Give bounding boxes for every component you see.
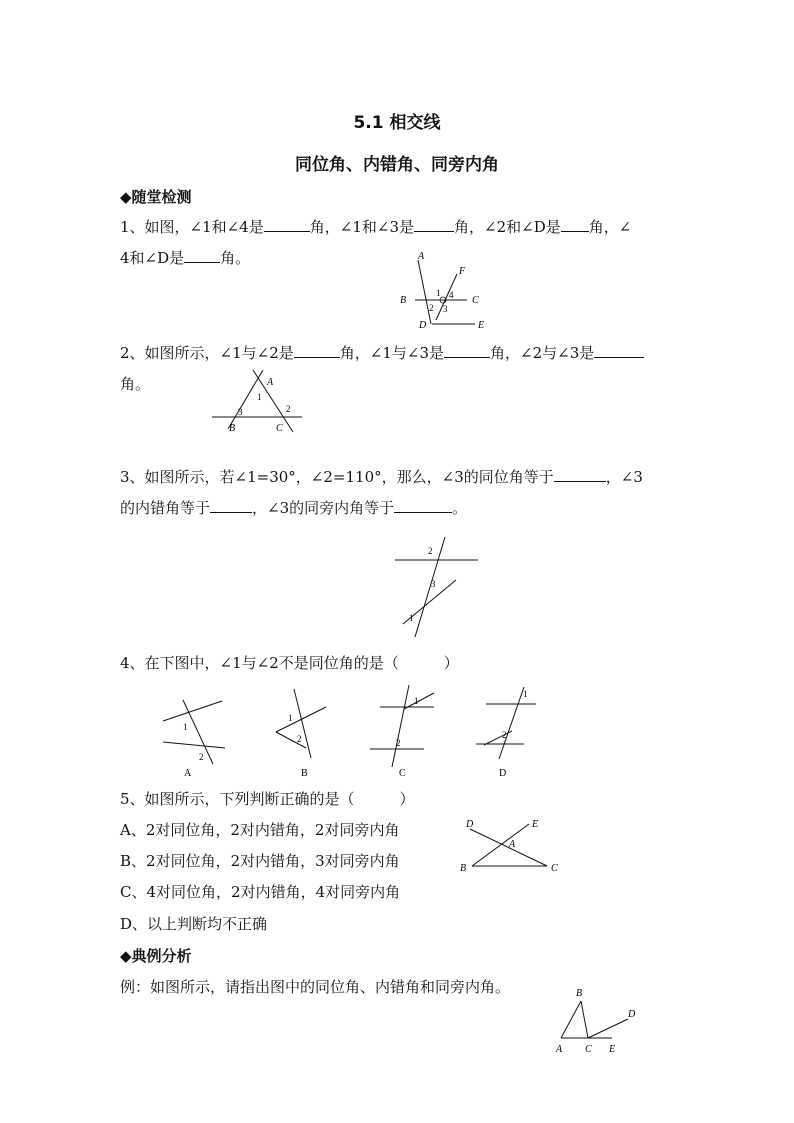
q4b-option-label: B [301, 768, 308, 779]
q2-label-b: B [229, 423, 236, 434]
question-4-text: 4、在下图中，∠1与∠2不是同位角的是（ ） [120, 654, 459, 672]
q2-blank-2[interactable] [444, 343, 490, 358]
q1-label-e: E [478, 320, 485, 331]
example-label-a: A [556, 1044, 563, 1055]
example-line-bc [581, 1001, 588, 1038]
q5-option-c[interactable]: C、4对同位角，2对内错角，4对同旁内角 [120, 883, 401, 901]
question-3-line-1 [120, 467, 643, 487]
q5-option-d[interactable]: D、以上判断均不正确 [120, 915, 268, 933]
example-text: 例：如图所示，请指出图中的同位角、内错角和同旁内角。 [120, 978, 511, 996]
q2-text-b: 角，∠1与∠3是 [339, 344, 445, 362]
q1-text-b: 角，∠1和∠3是 [309, 218, 415, 236]
q4d-option-label: D [499, 768, 507, 779]
q3-text-line2c: 。 [452, 499, 468, 517]
q2-figure [210, 365, 310, 437]
q1-angle-1: 1 [436, 288, 441, 298]
q4-figure-a[interactable] [155, 688, 235, 780]
q5-label-b: B [460, 863, 467, 874]
q4c-angle-1: 1 [414, 696, 419, 706]
q4b-angle-1: 1 [288, 713, 293, 723]
q1-angle-4: 4 [449, 290, 454, 300]
example-label-b: B [576, 988, 583, 999]
q4d-angle-1: 1 [523, 689, 528, 699]
section-heading-practice: ◆随堂检测 [120, 188, 192, 206]
q2-blank-1[interactable] [294, 343, 340, 358]
q1-text-line2b: 角。 [220, 249, 251, 267]
q1-label-c: C [472, 295, 479, 306]
q4-figure-c[interactable] [366, 683, 438, 780]
example-figure [548, 982, 648, 1056]
q1-text-c: 角，∠2和∠D是 [454, 218, 561, 236]
q4d-angle-2: 2 [502, 730, 507, 740]
question-3-line-2 [120, 498, 467, 518]
q2-label-c: C [276, 423, 283, 434]
question-1-line-2 [120, 248, 250, 268]
q5-label-d: D [466, 819, 474, 830]
question-2-line-2: 角。 [120, 375, 151, 393]
q1-angle-3: 3 [443, 304, 448, 314]
q4a-angle-1: 1 [183, 722, 188, 732]
q3-text-a: 3、如图所示，若∠1=30°，∠2=110°，那么，∠3的同位角等于 [120, 468, 554, 486]
q5-label-c: C [551, 863, 558, 874]
q1-figure [395, 250, 495, 334]
example-label-e: E [609, 1044, 616, 1055]
q2-angle-1: 1 [257, 392, 262, 402]
q1-blank-3[interactable] [561, 217, 589, 232]
question-2-line-1 [120, 343, 644, 363]
q2-blank-3[interactable] [594, 343, 644, 358]
q5-figure [455, 812, 567, 878]
q5-option-b[interactable]: B、2对同位角，2对内错角，3对同旁内角 [120, 852, 400, 870]
q1-text-d: 角，∠ [588, 218, 632, 236]
q4a-line-1 [163, 701, 222, 721]
q4-figure-b[interactable] [268, 685, 340, 780]
q4b-line-1 [294, 689, 311, 758]
q3-blank-1[interactable] [554, 467, 606, 482]
question-1-line-1 [120, 217, 631, 237]
example-line-cd [588, 1019, 628, 1038]
q3-blank-2[interactable] [210, 498, 252, 513]
q1-blank-4[interactable] [184, 248, 220, 263]
example-label-c: C [585, 1044, 592, 1055]
q5-line-be [472, 824, 529, 866]
q4b-line-2 [276, 707, 326, 732]
q3-figure [390, 535, 485, 640]
example-label-d: D [628, 1009, 636, 1020]
q4c-option-label: C [399, 768, 406, 779]
q4d-line-3 [484, 731, 512, 745]
question-5-text: 5、如图所示，下列判断正确的是（ ） [120, 790, 415, 808]
page-subtitle: 同位角、内错角、同旁内角 [295, 155, 499, 175]
q3-text-line2b: ，∠3的同旁内角等于 [252, 499, 395, 517]
q4a-option-label: A [184, 768, 192, 779]
page-title: 5.1 相交线 [353, 113, 441, 133]
q4c-transversal [392, 685, 409, 767]
q1-label-d: D [419, 320, 427, 331]
q5-label-e: E [532, 819, 539, 830]
q1-blank-1[interactable] [264, 217, 310, 232]
q4b-angle-2: 2 [297, 734, 302, 744]
q2-text-a: 2、如图所示，∠1与∠2是 [120, 344, 294, 362]
q5-label-a: A [509, 839, 516, 850]
example-line-ab [561, 1001, 581, 1038]
q4c-angle-2: 2 [396, 738, 401, 748]
q3-angle-2: 2 [428, 546, 433, 556]
q1-label-f: F [459, 266, 466, 277]
q4a-line-2 [163, 742, 225, 748]
q1-text-a: 1、如图，∠1和∠4是 [120, 218, 264, 236]
q2-label-a: A [267, 377, 274, 388]
q4b-line-3 [276, 732, 306, 748]
q3-text-b: ，∠3 [605, 468, 643, 486]
q3-angle-1: 1 [409, 613, 414, 623]
q3-angle-3: 3 [431, 579, 436, 589]
q1-angle-2: 2 [429, 303, 434, 313]
q2-angle-2: 2 [286, 404, 291, 414]
q1-blank-2[interactable] [414, 217, 454, 232]
q2-angle-3: 3 [238, 407, 243, 417]
section-heading-examples: ◆典例分析 [120, 947, 192, 965]
q1-label-a: A [418, 251, 425, 262]
q4-figure-d[interactable] [472, 683, 544, 780]
q3-text-line2a: 的内错角等于 [120, 499, 211, 517]
q2-text-c: 角，∠2与∠3是 [490, 344, 595, 362]
q1-text-line2a: 4和∠D是 [120, 249, 185, 267]
q3-blank-3[interactable] [394, 498, 452, 513]
q4a-angle-2: 2 [199, 752, 204, 762]
q1-label-b: B [400, 295, 407, 306]
q1-line-ab [418, 260, 431, 324]
q5-option-a[interactable]: A、2对同位角，2对内错角，2对同旁内角 [120, 821, 400, 839]
q4d-transversal [499, 687, 524, 759]
